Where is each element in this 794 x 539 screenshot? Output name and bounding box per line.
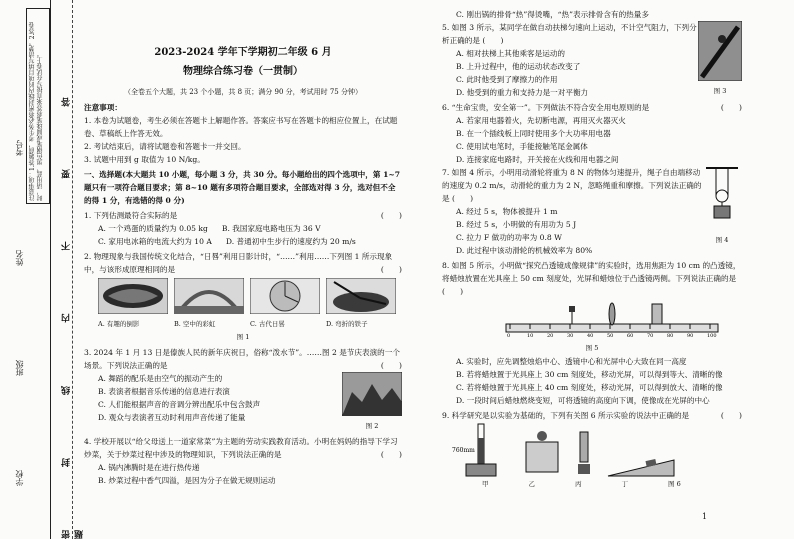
- q2-figure-d: [326, 278, 396, 331]
- notes-heading: 注意事项：: [84, 103, 122, 112]
- q8-stem: 8. 如图 5 所示，小明做“探究凸透镜成像规律”的实验时，选用焦距为 10 cm 的凸透镜，将蜡烛放置在光具座上 50 cm 刻度处，光屏和蜡烛位于凸透镜两侧。下列说法正确的是: [442, 261, 741, 283]
- q1-option-d: D. 普通初中生步行的速度约为 20 m/s: [225, 237, 356, 246]
- q4-stem: 4. 学校开展以“给父母送上一道家常菜”为主题的劳动实践教育活动。小明在妈妈的指导下学习炒菜，关于炒菜过程中涉及的物理知识，下列说法正确的是: [84, 437, 398, 459]
- q9-label-yi: 乙: [528, 480, 535, 488]
- mm-label: 760mm: [452, 447, 475, 454]
- ruler-tick-label: 20: [547, 333, 554, 338]
- q4-option-a: A. 锅内沸腾时是在进行热传递: [98, 463, 200, 472]
- q8-option-c: C. 若将蜡烛置于光具座上 40 cm 刻度处，移动光屏，可以得到放大、清晰的像: [456, 383, 723, 392]
- q9-figure-labels: [442, 478, 742, 491]
- q5-option-d: D. 他受到的重力和支持力是一对平衡力: [456, 88, 589, 97]
- q8-option-a: A. 实验时，应先调整烛焰中心、透镜中心和光屏中心大致在同一高度: [456, 357, 687, 366]
- ruler-tick-label: 40: [587, 333, 594, 338]
- q3-option-d: D. 观众与表演者互动时利用声音传递了能量: [98, 413, 246, 422]
- q5-figure: [698, 21, 742, 99]
- ruler-tick-label: 10: [527, 333, 534, 338]
- question-4: [84, 435, 402, 461]
- balance-diagram: [522, 428, 562, 478]
- figure-3-label: 图 3: [713, 87, 727, 95]
- q8-figure: [442, 298, 742, 342]
- binding-margin: [0, 0, 85, 539]
- exam-title: 2023-2024 学年下学期初二年级 6 月: [154, 47, 332, 58]
- q9-label-jia: 甲: [482, 480, 489, 488]
- q2-stem: 2. 物理现象与我国传统文化结合，“日晷”利用日影计时，“……”利用……下列图 1 所示现象中，与该形成原理相同的是: [84, 252, 393, 274]
- q7-figure: [702, 166, 742, 257]
- left-column: [84, 40, 402, 487]
- exam-meta: （全卷五个大题，共 23 个小题，共 8 页；满分 90 分，考试用时 75 分钟）: [124, 88, 362, 96]
- q2-figure-b: [174, 278, 244, 331]
- q1-options-row2: [84, 235, 402, 248]
- name-label: 姓名: [15, 250, 24, 266]
- q3-bracket: ( ): [380, 361, 402, 370]
- q3-options: [84, 372, 342, 433]
- q2-figure-c: [250, 278, 320, 331]
- figure-4-label: 图 4: [715, 236, 729, 244]
- q9-bracket: ( ): [720, 411, 742, 420]
- q6-bracket: ( ): [720, 103, 742, 112]
- q6-option-c: C. 使用试电笔时，手能接触笔尾金属体: [456, 142, 588, 151]
- q6-option-b: B. 在一个插线板上同时使用多个大功率用电器: [456, 129, 611, 138]
- ruler-tick-label: 100: [707, 333, 717, 338]
- exam-number-label: 考号: [15, 140, 24, 156]
- q5-stem: 5. 如图 3 所示，某同学在做自动扶梯匀速向上运动，不计空气阻力，下列分析正确的是: [442, 23, 697, 45]
- dance-performance-image: [342, 372, 402, 416]
- pulley-diagram: [702, 166, 742, 230]
- q3-figure: [342, 372, 402, 433]
- q3-stem: 3. 2024 年 1 月 13 日是傣族人民的新年庆祝日，俗称“泼水节”。……图 2 是节庆表演的一个场景。下列说法正确的是: [84, 348, 400, 370]
- right-column: [442, 8, 742, 491]
- q6-option-a: A. 若家用电器着火，先切断电源，再用灭火器灭火: [456, 116, 626, 125]
- q5-option-c: C. 此时他受到了摩擦力的作用: [456, 75, 558, 84]
- rainbow-image: [174, 278, 244, 314]
- q3-option-c: C. 人们能根据声音的音调分辨出配乐中包含鼓声: [98, 400, 261, 409]
- q7-option-c: C. 拉力 F 做功的功率为 0.8 W: [456, 233, 562, 242]
- ruler-tick-label: 90: [687, 333, 694, 338]
- q4-option-b: B. 炒菜过程中香气四溢，是因为分子在做无规则运动: [98, 476, 276, 485]
- q5-block: [442, 21, 742, 99]
- seal-text: 密 封 线 内 不 要 答 题: [62, 67, 85, 539]
- warning-box: 注意事项：1.答题前，考生务必将密封线内的项目填写清楚。2.答卷时，请用蓝、黑色钢笔或圆珠笔将答案直接写在试卷上。: [26, 8, 50, 204]
- note-item: 3. 试题中用到 g 取值为 10 N/kg。: [84, 155, 205, 164]
- q3-option-a: A. 舞蹈的配乐是由空气的振动产生的: [98, 374, 223, 383]
- q9-label-ding: 丁: [621, 480, 628, 488]
- school-label: 学校: [15, 470, 24, 486]
- figure-6-label: 图 6: [668, 480, 681, 488]
- page-number: 1: [702, 512, 708, 521]
- spring-scale-diagram: [572, 428, 596, 478]
- q7-option-b: B. 经过 5 s，小明做的有用功为 5 J: [456, 220, 577, 229]
- sundial-image: [250, 278, 320, 314]
- question-8: [442, 259, 742, 298]
- q1-bracket: ( ): [380, 211, 402, 220]
- q2-caption-c: C. 古代日晷: [250, 320, 285, 328]
- question-5: [442, 21, 698, 47]
- q3-body: [84, 372, 402, 433]
- figure-1-label: 图 1: [236, 333, 250, 341]
- q2-caption-b: B. 空中的彩虹: [174, 320, 216, 328]
- figure-2-label: 图 2: [365, 422, 379, 430]
- question-9: [442, 409, 742, 422]
- q5-option-b: B. 上升过程中，他的运动状态改变了: [456, 62, 581, 71]
- q7-text: [442, 166, 702, 257]
- q8-option-d: D. 一段时间后蜡烛燃烧变短，可将透镜的高度向下调，使像成在光屏的中心: [456, 396, 710, 405]
- q2-caption-a: A. 有趣的倒影: [98, 320, 140, 328]
- q1-option-c: C. 家用电冰箱的电流大约为 10 A: [98, 237, 212, 246]
- question-1: [84, 209, 402, 222]
- q6-option-d: D. 连接家庭电路时，开关接在火线和用电器之间: [456, 155, 619, 164]
- q5-text: [442, 21, 698, 99]
- optical-bench-diagram: [502, 298, 722, 338]
- q2-bracket: ( ): [380, 265, 402, 274]
- question-2: [84, 250, 402, 276]
- q3-option-b: B. 表演者根据音乐传递的信息进行表演: [98, 387, 230, 396]
- q2-caption-d: D. 弯折的铁子: [326, 320, 368, 328]
- q5-option-a: A. 相对扶梯上其他乘客是运动的: [456, 49, 566, 58]
- reflection-image: [98, 278, 168, 314]
- ruler-tick-label: 30: [567, 333, 574, 338]
- q2-figures: [98, 278, 402, 331]
- class-label: 班级: [15, 360, 24, 376]
- ruler-tick-label: 0: [507, 333, 511, 338]
- question-3: [84, 346, 402, 372]
- ruler-tick-label: 60: [627, 333, 634, 338]
- torricelli-tube-diagram: [452, 422, 512, 478]
- q8-bracket: ( ): [442, 287, 464, 296]
- note-item: 1. 本卷为试题卷，考生必须在答题卡上解题作答。答案应书写在答题卡的相应位置上，在试题卷、草稿纸上作答无效。: [84, 116, 398, 138]
- q2-figure-a: [98, 278, 168, 331]
- q9-figure: [442, 422, 742, 478]
- q9-label-bing: 丙: [575, 480, 582, 488]
- section1-heading: 一、选择题(本大题共 10 小题，每小题 3 分，共 30 分。每小题给出的四个选项中，第 1~7 题只有一项符合题目要求；第 8~10 题有多项符合题目要求，全部选对得 3 分，选对但不全的得 1 分，有选错的得 0 分): [84, 170, 401, 205]
- figure-5-label: 图 5: [585, 344, 599, 352]
- q7-option-d: D. 此过程中该动滑轮的机械效率为 80%: [456, 246, 593, 255]
- escalator-image: [698, 21, 742, 81]
- q7-stem: 7. 如图 4 所示，小明用动滑轮将重为 8 N 的物体匀速提升，绳子自由端移动的速度为 0.2 m/s，动滑轮的重力为 2 N，忽略绳重和摩擦。下列说法正确的是: [442, 168, 702, 203]
- q7-block: [442, 166, 742, 257]
- q1-options-row1: [84, 222, 402, 235]
- q7-bracket: ( ): [452, 194, 474, 203]
- margin-line: [50, 0, 51, 539]
- incline-diagram: [606, 448, 676, 478]
- note-item: 2. 考试结束后，请将试题卷和答题卡一并交回。: [84, 142, 246, 151]
- exam-subtitle: 物理综合练习卷（一贯制）: [183, 66, 303, 77]
- question-6: [442, 101, 742, 114]
- q8-option-b: B. 若将蜡烛置于光具座上 30 cm 刻度处，移动光屏，可以得到等大、清晰的像: [456, 370, 723, 379]
- q5-bracket: ( ): [482, 36, 504, 45]
- question-7: [442, 166, 702, 205]
- q4-option-c: C. 刚出锅的排骨“热”得烫嘴，“热”表示排骨含有的热量多: [456, 10, 649, 19]
- q4-bracket: ( ): [380, 450, 402, 459]
- ruler-tick-label: 80: [667, 333, 674, 338]
- q1-option-a: A. 一个鸡蛋的质量约为 0.05 kg: [98, 224, 208, 233]
- q9-stem: 9. 科学研究是以实验为基础的，下列有关图 6 所示实验的说法中正确的是: [442, 411, 690, 420]
- q6-stem: 6. “生命宝贵，安全第一”。下列做法不符合安全用电原则的是: [442, 103, 650, 112]
- ruler-tick-label: 70: [647, 333, 654, 338]
- q7-option-a: A. 经过 5 s，物体被提升 1 m: [456, 207, 558, 216]
- bent-chopsticks-image: [326, 278, 396, 314]
- ruler-tick-label: 50: [607, 333, 614, 338]
- q1-option-b: B. 我国家庭电路电压为 36 V: [221, 224, 321, 233]
- q1-stem: 1. 下列估测最符合实际的是: [84, 211, 178, 220]
